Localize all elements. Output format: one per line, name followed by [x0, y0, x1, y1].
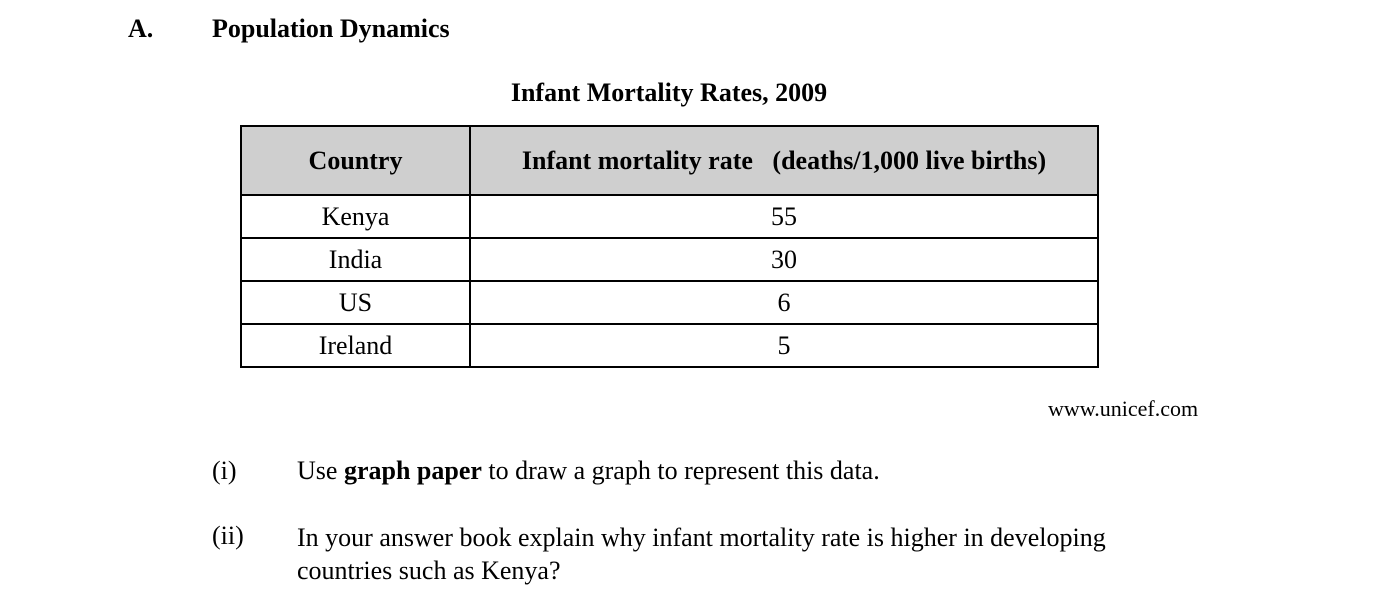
- table-title: Infant Mortality Rates, 2009: [510, 78, 828, 107]
- cell-country: Ireland: [241, 324, 470, 367]
- header-country: Country: [241, 126, 470, 195]
- table-row: [241, 238, 1098, 281]
- source-citation: www.unicef.com: [1048, 396, 1199, 421]
- section-letter: A.: [128, 14, 154, 43]
- question-1-text-after: to draw a graph to represent this data.: [481, 456, 880, 485]
- section-title: Population Dynamics: [212, 14, 450, 43]
- table-row: [241, 324, 1098, 367]
- mortality-table: [240, 125, 1099, 368]
- question-1-number: (i): [212, 456, 237, 485]
- question-2-line-1: In your answer book explain why infant mortality rate is higher in developing: [297, 523, 1106, 552]
- cell-rate: 55: [470, 195, 1098, 238]
- question-1-text-before: Use: [297, 456, 344, 485]
- table-row: [241, 195, 1098, 238]
- table-row: [241, 281, 1098, 324]
- cell-rate: 6: [470, 281, 1098, 324]
- cell-country: US: [241, 281, 470, 324]
- cell-rate: 30: [470, 238, 1098, 281]
- cell-country: Kenya: [241, 195, 470, 238]
- cell-country: India: [241, 238, 470, 281]
- question-2-text: [297, 521, 1106, 587]
- table-header-row: [241, 126, 1098, 195]
- question-1-text-bold: graph paper: [343, 456, 482, 485]
- question-2-number: (ii): [212, 521, 244, 550]
- question-1-text: [297, 456, 880, 486]
- question-2-line-2: countries such as Kenya?: [297, 556, 561, 585]
- header-rate: Infant mortality rate (deaths/1,000 live births): [470, 126, 1098, 195]
- cell-rate: 5: [470, 324, 1098, 367]
